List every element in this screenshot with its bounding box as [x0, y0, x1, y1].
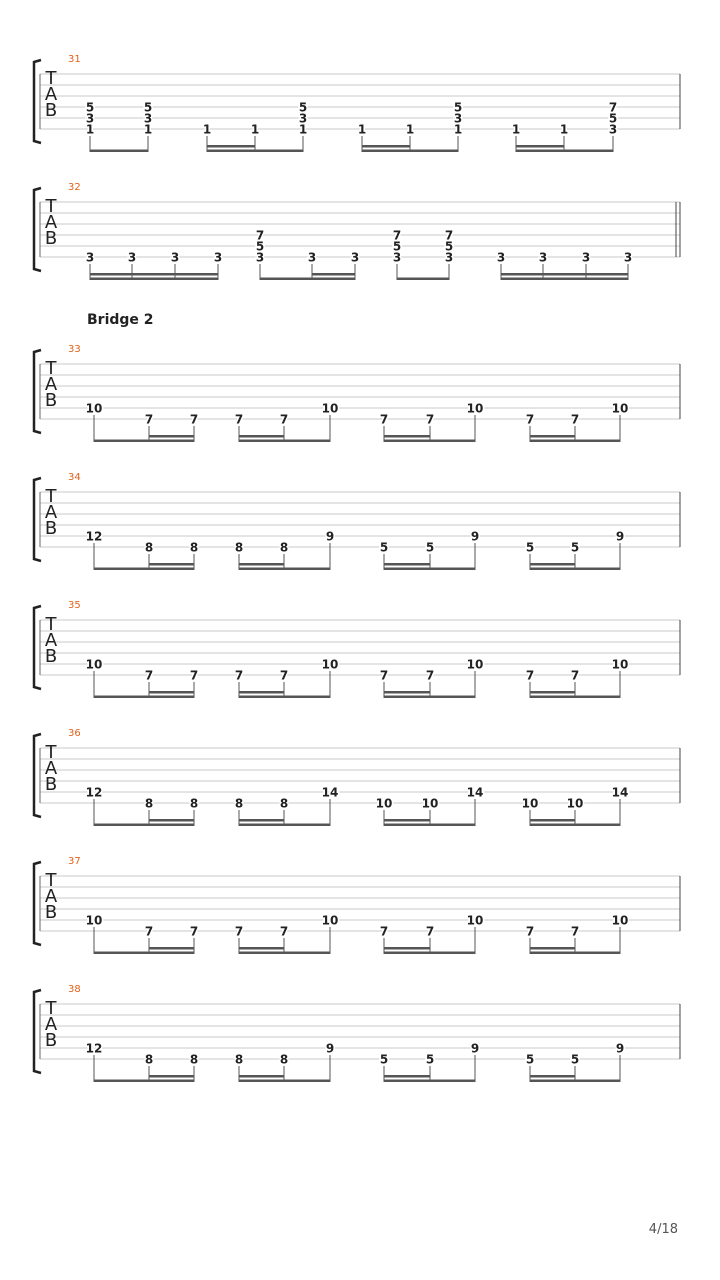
beam-secondary: [362, 145, 410, 148]
beam-primary: [94, 440, 194, 443]
beam-secondary: [530, 691, 575, 694]
fret-number: 8: [189, 796, 199, 811]
fret-number: 3: [453, 111, 463, 126]
fret-number: 8: [189, 540, 199, 555]
beam-primary: [384, 568, 475, 571]
measure-number: 35: [68, 600, 81, 611]
fret-number: 3: [85, 111, 95, 126]
fret-number: 7: [379, 924, 389, 939]
beam-primary: [239, 1080, 330, 1083]
beam-primary: [384, 952, 475, 955]
fret-number: 3: [298, 111, 308, 126]
fret-number: 9: [615, 1041, 625, 1056]
fret-number: 8: [279, 1052, 289, 1067]
tab-clef-letter: T: [45, 614, 57, 635]
beam-secondary: [530, 1075, 575, 1078]
beam-primary: [94, 824, 194, 827]
fret-number: 7: [425, 412, 435, 427]
fret-number: 8: [189, 1052, 199, 1067]
fret-number: 7: [425, 668, 435, 683]
beam-secondary: [239, 819, 284, 822]
fret-number: 8: [144, 1052, 154, 1067]
beam-primary: [239, 440, 330, 443]
measure-number: 37: [68, 856, 81, 867]
fret-number: 1: [202, 122, 212, 137]
fret-number: 14: [611, 785, 629, 800]
fret-number: 12: [85, 1041, 103, 1056]
beam-secondary: [384, 947, 430, 950]
fret-number: 1: [559, 122, 569, 137]
beam-secondary: [384, 1075, 430, 1078]
measure-number: 31: [68, 54, 81, 65]
tab-clef-letter: A: [44, 630, 58, 651]
fret-number: 10: [321, 913, 339, 928]
fret-number: 5: [608, 111, 618, 126]
beam-primary: [94, 568, 194, 571]
fret-number: 10: [466, 657, 484, 672]
fret-number: 7: [234, 924, 244, 939]
tab-clef-letter: B: [44, 902, 58, 923]
fret-number: 7: [189, 412, 199, 427]
tab-clef-letter: A: [44, 212, 58, 233]
beam-secondary: [384, 691, 430, 694]
beam-secondary: [312, 273, 355, 276]
beam-primary: [501, 278, 628, 281]
fret-number: 1: [250, 122, 260, 137]
tab-clef-letter: B: [44, 646, 58, 667]
tab-clef-letter: B: [44, 1030, 58, 1051]
tab-clef-letter: B: [44, 100, 58, 121]
fret-number: 1: [357, 122, 367, 137]
fret-number: 5: [525, 1052, 535, 1067]
beam-primary: [530, 440, 620, 443]
fret-number: 8: [144, 796, 154, 811]
tab-clef-letter: B: [44, 228, 58, 249]
beam-primary: [239, 568, 330, 571]
fret-number: 3: [127, 250, 137, 265]
fret-number: 7: [279, 412, 289, 427]
tab-clef-letter: T: [45, 196, 57, 217]
beam-secondary: [239, 563, 284, 566]
fret-number: 8: [234, 540, 244, 555]
fret-number: 7: [525, 924, 535, 939]
fret-number: 7: [144, 668, 154, 683]
beam-secondary: [530, 947, 575, 950]
fret-number: 7: [234, 412, 244, 427]
beam-primary: [260, 278, 355, 281]
fret-number: 8: [234, 1052, 244, 1067]
fret-number: 10: [85, 401, 103, 416]
fret-number: 10: [321, 401, 339, 416]
beam-secondary: [207, 145, 255, 148]
fret-number: 5: [525, 540, 535, 555]
fret-number: 5: [379, 540, 389, 555]
fret-number: 5: [425, 540, 435, 555]
beam-primary: [516, 150, 613, 153]
fret-number: 9: [325, 529, 335, 544]
beam-primary: [530, 952, 620, 955]
beam-primary: [397, 278, 449, 281]
page-number: 4/18: [648, 1222, 678, 1237]
beam-secondary: [384, 563, 430, 566]
beam-primary: [239, 696, 330, 699]
fret-number: 7: [189, 668, 199, 683]
fret-number: 10: [321, 657, 339, 672]
beam-secondary: [516, 145, 564, 148]
beam-primary: [90, 150, 148, 153]
fret-number: 9: [615, 529, 625, 544]
fret-number: 3: [538, 250, 548, 265]
fret-number: 3: [581, 250, 591, 265]
tab-clef-letter: B: [44, 390, 58, 411]
fret-number: 5: [425, 1052, 435, 1067]
fret-number: 7: [425, 924, 435, 939]
beam-primary: [384, 696, 475, 699]
tab-clef-letter: A: [44, 374, 58, 395]
fret-number: 7: [570, 668, 580, 683]
tab-clef-letter: T: [45, 742, 57, 763]
fret-number: 10: [421, 796, 439, 811]
fret-number: 3: [255, 250, 265, 265]
fret-number: 3: [623, 250, 633, 265]
fret-number: 7: [255, 228, 265, 243]
beam-primary: [239, 952, 330, 955]
fret-number: 14: [321, 785, 339, 800]
fret-number: 10: [611, 657, 629, 672]
beam-secondary: [384, 435, 430, 438]
beam-primary: [90, 278, 218, 281]
beam-primary: [362, 150, 458, 153]
fret-number: 12: [85, 529, 103, 544]
fret-number: 7: [144, 412, 154, 427]
tab-clef-letter: T: [45, 358, 57, 379]
beam-secondary: [530, 819, 575, 822]
fret-number: 7: [570, 924, 580, 939]
tab-clef-letter: A: [44, 758, 58, 779]
fret-number: 7: [379, 412, 389, 427]
tab-clef-letter: T: [45, 68, 57, 89]
beam-secondary: [239, 947, 284, 950]
fret-number: 10: [466, 913, 484, 928]
fret-number: 3: [213, 250, 223, 265]
fret-number: 5: [143, 100, 153, 115]
beam-secondary: [149, 563, 194, 566]
tab-clef-letter: T: [45, 870, 57, 891]
fret-number: 10: [85, 657, 103, 672]
beam-secondary: [149, 435, 194, 438]
measure-number: 33: [68, 344, 81, 355]
fret-number: 10: [375, 796, 393, 811]
measure-number: 36: [68, 728, 81, 739]
fret-number: 10: [521, 796, 539, 811]
fret-number: 1: [298, 122, 308, 137]
beam-primary: [94, 696, 194, 699]
fret-number: 1: [511, 122, 521, 137]
fret-number: 7: [279, 668, 289, 683]
fret-number: 8: [234, 796, 244, 811]
beam-secondary: [149, 819, 194, 822]
fret-number: 5: [298, 100, 308, 115]
measure-number: 34: [68, 472, 81, 483]
fret-number: 14: [466, 785, 484, 800]
fret-number: 1: [453, 122, 463, 137]
fret-number: 9: [470, 529, 480, 544]
section-label: Bridge 2: [87, 312, 154, 328]
fret-number: 1: [143, 122, 153, 137]
beam-secondary: [501, 273, 628, 276]
fret-number: 10: [466, 401, 484, 416]
beam-secondary: [149, 691, 194, 694]
fret-number: 5: [379, 1052, 389, 1067]
beam-primary: [384, 1080, 475, 1083]
fret-number: 10: [611, 913, 629, 928]
fret-number: 7: [444, 228, 454, 243]
fret-number: 10: [611, 401, 629, 416]
fret-number: 3: [444, 250, 454, 265]
fret-number: 8: [279, 540, 289, 555]
fret-number: 3: [392, 250, 402, 265]
beam-primary: [207, 150, 303, 153]
fret-number: 1: [85, 122, 95, 137]
fret-number: 5: [570, 1052, 580, 1067]
fret-number: 7: [392, 228, 402, 243]
fret-number: 5: [444, 239, 454, 254]
tab-clef-letter: A: [44, 84, 58, 105]
fret-number: 7: [525, 412, 535, 427]
fret-number: 3: [307, 250, 317, 265]
fret-number: 5: [255, 239, 265, 254]
tab-clef-letter: T: [45, 998, 57, 1019]
beam-secondary: [149, 947, 194, 950]
tab-clef-letter: A: [44, 1014, 58, 1035]
beam-primary: [384, 440, 475, 443]
tab-clef-letter: T: [45, 486, 57, 507]
fret-number: 3: [350, 250, 360, 265]
fret-number: 1: [405, 122, 415, 137]
beam-primary: [94, 952, 194, 955]
beam-secondary: [239, 691, 284, 694]
beam-secondary: [239, 435, 284, 438]
fret-number: 5: [453, 100, 463, 115]
beam-secondary: [530, 435, 575, 438]
beam-primary: [530, 696, 620, 699]
beam-primary: [384, 824, 475, 827]
beam-secondary: [239, 1075, 284, 1078]
fret-number: 5: [85, 100, 95, 115]
tab-clef-letter: B: [44, 518, 58, 539]
beam-primary: [530, 824, 620, 827]
beam-secondary: [90, 273, 218, 276]
fret-number: 7: [608, 100, 618, 115]
fret-number: 5: [570, 540, 580, 555]
fret-number: 7: [279, 924, 289, 939]
beam-primary: [94, 1080, 194, 1083]
fret-number: 7: [525, 668, 535, 683]
beam-secondary: [149, 1075, 194, 1078]
fret-number: 7: [189, 924, 199, 939]
fret-number: 8: [279, 796, 289, 811]
fret-number: 12: [85, 785, 103, 800]
fret-number: 7: [234, 668, 244, 683]
fret-number: 9: [470, 1041, 480, 1056]
fret-number: 10: [566, 796, 584, 811]
fret-number: 3: [496, 250, 506, 265]
fret-number: 7: [144, 924, 154, 939]
beam-primary: [530, 568, 620, 571]
fret-number: 8: [144, 540, 154, 555]
measure-number: 32: [68, 182, 81, 193]
tab-clef-letter: B: [44, 774, 58, 795]
fret-number: 7: [379, 668, 389, 683]
fret-number: 3: [143, 111, 153, 126]
beam-secondary: [530, 563, 575, 566]
fret-number: 10: [85, 913, 103, 928]
tab-clef-letter: A: [44, 502, 58, 523]
fret-number: 7: [570, 412, 580, 427]
fret-number: 3: [608, 122, 618, 137]
beam-primary: [530, 1080, 620, 1083]
fret-number: 5: [392, 239, 402, 254]
beam-primary: [239, 824, 330, 827]
fret-number: 9: [325, 1041, 335, 1056]
fret-number: 3: [85, 250, 95, 265]
tab-clef-letter: A: [44, 886, 58, 907]
fret-number: 3: [170, 250, 180, 265]
measure-number: 38: [68, 984, 81, 995]
beam-secondary: [384, 819, 430, 822]
